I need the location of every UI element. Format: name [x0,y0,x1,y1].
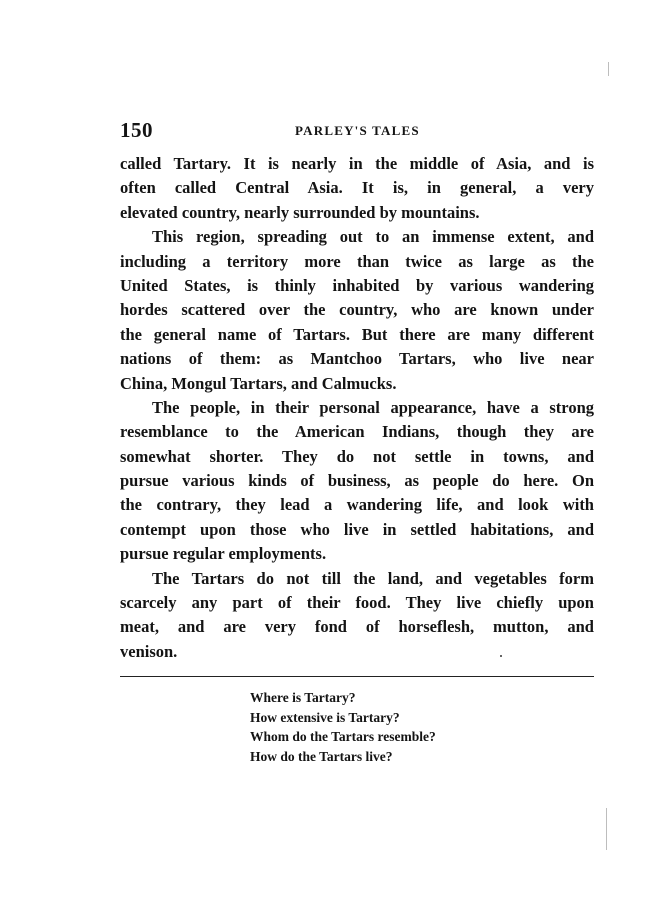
question-item: Where is Tartary? [250,690,356,705]
text-line: called Tartary. It is nearly in the middle of Asia, and is [120,154,594,173]
text-line: the general name of Tartars. But there are many different [120,324,594,344]
text-line: somewhat shorter. They do not settle in towns, and [120,446,594,466]
text-line: hordes scattered over the country, who are known under [120,300,594,320]
text-line: The Tartars do not till the land, and vegetables form [152,568,594,588]
text-line: contempt upon those who live in settled habitations, and [120,519,594,539]
running-title: PARLEY'S TALES [295,123,420,138]
text-line: meat, and are very fond of horseflesh, mutton, and [120,617,594,637]
text-line: pursue various kinds of business, as people do here. On [120,471,594,491]
text-line: resemblance to the American Indians, though they are [120,422,594,442]
text-line: pursue regular employments. [120,544,327,564]
text-line: the contrary, they lead a wandering life, and look with [120,495,594,515]
question-item: Whom do the Tartars resemble? [250,729,436,744]
section-divider [120,676,594,677]
text-line: often called Central Asia. It is, in general, a very [120,178,594,198]
text-line: United States, is thinly inhabited by various wandering [120,275,594,295]
body-text [120,152,594,664]
question-item: How extensive is Tartary? [250,709,400,725]
text-line: including a territory more than twice as large as the [120,251,594,271]
text-line: venison. [120,641,178,661]
text-line: nations of them: as Mantchoo Tartars, who live near [120,349,594,369]
scan-mark [500,655,502,657]
scan-mark [608,62,609,76]
question-item: How do the Tartars live? [250,748,393,764]
text-line: The people, in their personal appearance, have a strong [152,397,594,417]
scan-mark [606,808,607,850]
review-questions [250,688,550,766]
text-line: scarcely any part of their food. They live chiefly upon [120,593,594,613]
text-line: China, Mongul Tartars, and Calmucks. [120,373,397,393]
page-header [120,118,594,148]
page-number: 150 [120,118,153,142]
text-line: elevated country, nearly surrounded by mountains. [120,202,480,222]
text-line: This region, spreading out to an immense extent, and [152,227,594,247]
